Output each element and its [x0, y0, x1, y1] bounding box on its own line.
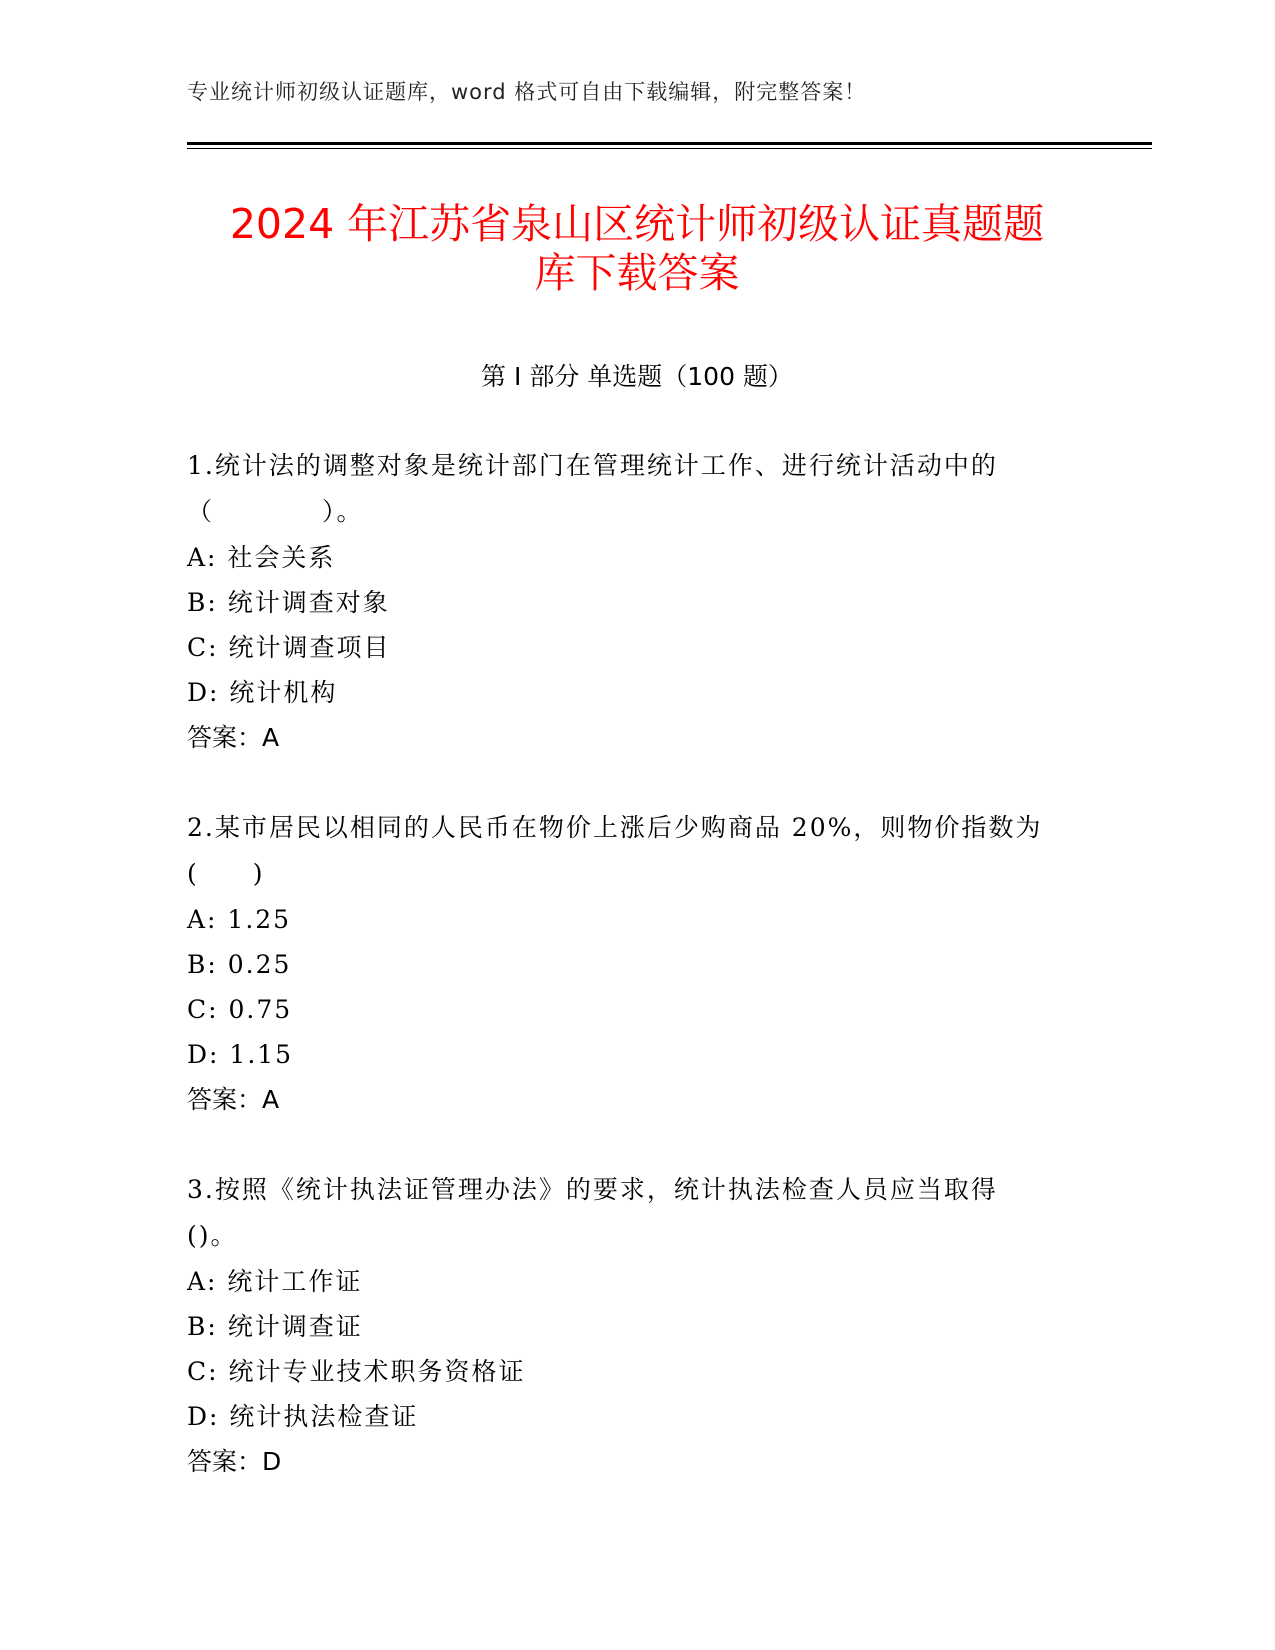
question-stem: 1.统计法的调整对象是统计部门在管理统计工作、进行统计活动中的	[187, 451, 998, 480]
option-d: D: 统计机构	[187, 678, 338, 707]
option-c: C: 统计调查项目	[187, 633, 391, 662]
answer: 答案：A	[187, 723, 280, 752]
question-stem-continued: ()。	[187, 1221, 238, 1250]
option-b: B: 统计调查对象	[187, 588, 390, 617]
question-2	[187, 805, 1087, 1122]
question-stem-continued: （ ）。	[187, 497, 364, 526]
option-a: A: 统计工作证	[187, 1267, 363, 1296]
option-d: D: 1.15	[187, 1040, 294, 1069]
option-a: A: 社会关系	[187, 543, 336, 572]
option-c: C: 0.75	[187, 995, 293, 1024]
question-list	[187, 443, 1087, 1529]
option-a: A: 1.25	[187, 905, 292, 934]
header-divider-thick	[187, 142, 1152, 145]
header-note: 专业统计师初级认证题库，word 格式可自由下载编辑，附完整答案！	[187, 80, 867, 104]
option-b: B: 0.25	[187, 950, 292, 979]
question-3	[187, 1167, 1087, 1484]
option-d: D: 统计执法检查证	[187, 1402, 419, 1431]
question-stem: 2.某市居民以相同的人民币在物价上涨后少购商品 20%，则物价指数为	[187, 813, 1043, 842]
section-title: 第 I 部分 单选题（100 题）	[481, 362, 793, 391]
document-title-line-2: 库下载答案	[534, 249, 740, 297]
answer: 答案：D	[187, 1447, 282, 1476]
answer: 答案：A	[187, 1085, 280, 1114]
document-title-line-1: 2024 年江苏省泉山区统计师初级认证真题题	[229, 200, 1045, 248]
question-1	[187, 443, 1087, 760]
option-c: C: 统计专业技术职务资格证	[187, 1357, 526, 1386]
option-b: B: 统计调查证	[187, 1312, 363, 1341]
document-title	[187, 200, 1087, 298]
header-divider-thin	[187, 148, 1152, 149]
question-stem-continued: ( )	[187, 859, 265, 888]
question-stem: 3.按照《统计执法证管理办法》的要求，统计执法检查人员应当取得	[187, 1175, 998, 1204]
